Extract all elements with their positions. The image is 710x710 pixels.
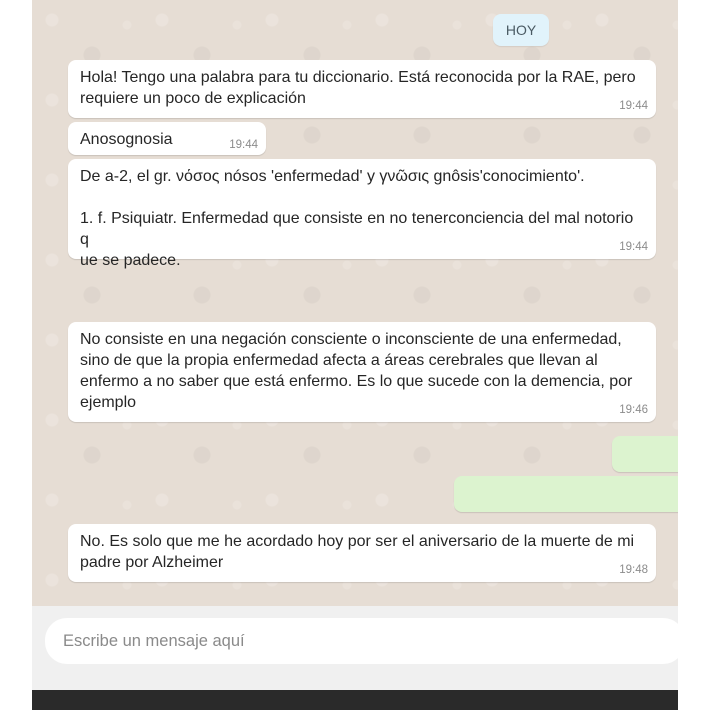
message-bubble[interactable]: [68, 60, 656, 118]
message-time: 19:44: [619, 241, 648, 253]
message-bubble[interactable]: [68, 159, 656, 269]
message-input[interactable]: Escribe un mensaje aquí: [45, 618, 685, 664]
message-text: De a-2, el gr. νόσος nósos 'enfermedad' y γνῶσις gnôsis'conocimiento'. 1. f. Psiquiatr. Enfermedad que consiste en no tenerconciencia del mal notorio q ue se padece.: [80, 168, 634, 269]
date-chip: HOY: [493, 14, 549, 46]
message-text: Hola! Tengo una palabra para tu diccionario. Está reconocida por la RAE, pero requiere un poco de explicación: [80, 69, 636, 107]
message-bubble[interactable]: [68, 524, 656, 582]
message-time: 19:46: [619, 404, 648, 416]
composer-bar: [32, 606, 678, 690]
bottom-strip: [32, 690, 678, 710]
message-time: 19:44: [229, 139, 258, 151]
message-text: Anosognosia: [80, 131, 173, 148]
message-bubble[interactable]: [68, 122, 266, 155]
outgoing-message-bubble[interactable]: [612, 436, 678, 472]
message-bubble[interactable]: [68, 322, 656, 422]
outgoing-message-bubble[interactable]: [454, 476, 678, 512]
message-text: No consiste en una negación consciente o inconsciente de una enfermedad, sino de que la propia enfermedad afecta a áreas cerebrales que llevan al enfermo a no saber que está enfermo. Es lo que sucede con la demencia, por ejemplo: [80, 331, 633, 411]
message-text: No. Es solo que me he acordado hoy por ser el aniversario de la muerte de mi padre por Alzheimer: [80, 533, 635, 571]
message-time: 19:44: [619, 100, 648, 112]
message-time: 19:48: [619, 564, 648, 576]
chat-panel: [32, 0, 678, 606]
